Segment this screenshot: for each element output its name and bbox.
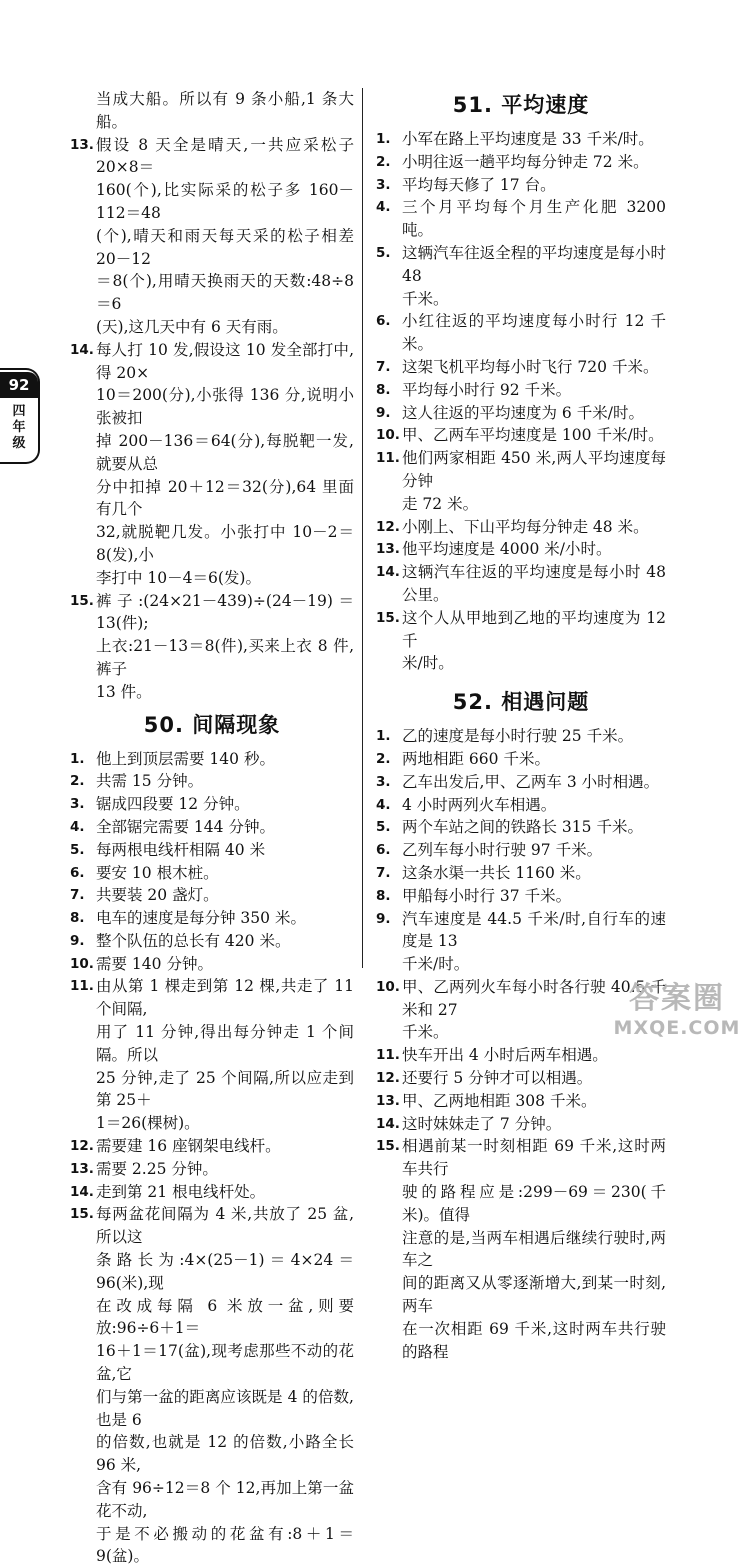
answer-text: 两地相距 660 千米。 (402, 749, 550, 768)
answer-item (70, 884, 354, 907)
answer-item (70, 748, 354, 771)
answer-number: 10. (376, 978, 400, 995)
answer-item (376, 242, 666, 288)
answer-text-continued: 的倍数,也就是 12 的倍数,小路全长 96 米, (96, 1433, 354, 1475)
answer-number: 13. (376, 1092, 400, 1109)
column-divider (362, 88, 363, 968)
answer-number: 15. (376, 1138, 400, 1155)
answer-text-continued: ＝8(个),用晴天换雨天的天数:48÷8＝6 (96, 272, 354, 314)
answer-item (376, 885, 666, 908)
answer-text: 甲、乙两地相距 308 千米。 (402, 1091, 597, 1110)
answer-item (376, 816, 666, 839)
answer-text-continued: 160(个),比实际采的松子多 160－ 112＝48 (96, 181, 354, 222)
answer-number: 14. (376, 1115, 400, 1132)
section-title-50: 50. 间隔现象 (143, 712, 281, 737)
answer-text-continued: 千米。 (402, 1023, 449, 1042)
answer-item (70, 816, 354, 839)
answer-text: 裤子:(24×21－439)÷(24－19)＝13(件); (96, 591, 354, 633)
answer-number: 3. (70, 796, 85, 813)
answer-text: 小军在路上平均速度是 33 千米/时。 (402, 130, 654, 148)
answer-text-continued: 千米。 (402, 289, 449, 308)
answer-number: 10. (376, 427, 400, 444)
answer-text-continued: 1＝26(棵树)。 (96, 1114, 200, 1133)
answer-item (376, 538, 666, 561)
answer-item (376, 862, 666, 885)
answer-number: 9. (70, 932, 85, 949)
answer-item (70, 839, 354, 862)
answer-text: 这个人从甲地到乙地的平均速度为 12 千 (402, 608, 666, 650)
answer-text: 锯成四段要 12 分钟。 (96, 795, 250, 814)
watermark-top-text: 答案圈 (629, 981, 725, 1016)
answer-number: 7. (376, 864, 391, 881)
answer-number: 12. (376, 518, 400, 535)
answer-text: 要安 10 根木桩。 (96, 863, 219, 882)
left-column (70, 88, 354, 1568)
answer-item (70, 953, 354, 976)
answer-number: 6. (376, 313, 391, 330)
answer-text: 假设 8 天全是晴天,一共应采松子 20×8＝ (96, 135, 354, 177)
answer-text-continued: 上衣:21－13＝8(件),买来上衣 8 件,裤子 (96, 637, 354, 678)
answer-text-continued: 掉 200－136＝64(分),每脱靶一发,就要从总 (96, 431, 354, 473)
answer-number: 4. (376, 199, 391, 216)
answer-item (376, 561, 666, 607)
answer-number: 2. (376, 750, 391, 767)
answer-number: 12. (376, 1070, 400, 1087)
answer-item (376, 1113, 666, 1136)
answer-text: 乙列车每小时行驶 97 千米。 (402, 841, 603, 860)
answer-number: 14. (70, 341, 94, 358)
answer-number: 13. (70, 136, 94, 153)
answer-item (70, 930, 354, 953)
answer-text-continued: 32,就脱靶几发。小张打中 10－2＝8(发),小 (96, 523, 354, 564)
answer-item (376, 310, 666, 356)
answer-text-continued: (个),晴天和雨天每天采的松子相差 20－12 (96, 226, 354, 268)
answer-number: 4. (70, 818, 85, 835)
answer-item (376, 402, 666, 425)
answer-text: 这条水渠一共长 1160 米。 (402, 863, 591, 882)
answer-text: 平均每小时行 92 千米。 (402, 380, 572, 399)
answer-number: 15. (70, 1206, 94, 1223)
answer-number: 4. (376, 796, 391, 813)
answer-number: 5. (376, 244, 391, 261)
answer-text-continued: 条路长为:4×(25－1)＝4×24＝96(米),现 (96, 1251, 354, 1292)
answer-text-continued: 于是不必搬动的花盆有:8＋1＝9(盆)。 (96, 1524, 354, 1566)
answer-text: 每两盆花间隔为 4 米,共放了 25 盆,所以这 (96, 1205, 354, 1247)
answer-number: 15. (376, 609, 400, 626)
answer-item (376, 424, 666, 447)
answer-item (70, 793, 354, 816)
answer-text: 需要 2.25 分钟。 (96, 1159, 218, 1178)
answer-item (376, 908, 666, 954)
answer-number: 9. (376, 404, 391, 421)
section-50-answer-list (70, 748, 354, 1568)
answer-text: 相遇前某一时刻相距 69 千米,这时两车共行 (402, 1137, 666, 1179)
answer-text-continued: 含有 96÷12＝8 个 12,再加上第一盆花不动, (96, 1479, 354, 1520)
answer-number: 6. (376, 842, 391, 859)
answer-item (70, 1181, 354, 1204)
answer-text: 每人打 10 发,假设这 10 发全部打中,得 20× (96, 340, 354, 382)
answer-text: 小红往返的平均速度每小时行 12 千米。 (402, 312, 666, 354)
answer-number: 5. (70, 841, 85, 858)
answer-text-continued: 注意的是,当两车相遇后继续行驶时,两车之 (402, 1228, 666, 1270)
answer-text: 三个月平均每个月生产化肥 3200 吨。 (402, 198, 666, 240)
answer-text-continued: 13 件。 (96, 682, 152, 701)
answer-number: 11. (376, 450, 400, 467)
section-51-answer-list (376, 128, 666, 675)
answer-text: 小刚上、下山平均每分钟走 48 米。 (402, 517, 649, 536)
answer-item (70, 134, 354, 180)
answer-number: 1. (376, 131, 391, 147)
answer-text: 快车开出 4 小时后两车相遇。 (402, 1046, 608, 1065)
answer-item (70, 1203, 354, 1249)
answer-text: 他平均速度是 4000 米/小时。 (402, 540, 612, 559)
answer-item (376, 174, 666, 197)
answer-item (376, 379, 666, 402)
answer-item (70, 1158, 354, 1181)
answer-text-continued: 走 72 米。 (402, 494, 479, 513)
section-title-52: 52. 相遇问题 (452, 690, 590, 715)
answer-number: 1. (70, 750, 85, 767)
answer-text: 甲船每小时行 37 千米。 (402, 886, 572, 905)
section-49-tail-list (70, 134, 354, 704)
answer-number: 3. (376, 176, 391, 193)
answer-text: 甲、乙两列火车每小时各行驶 40.5 千米和 27 (402, 977, 666, 1019)
answer-number: 14. (376, 564, 400, 581)
answer-item (70, 1135, 354, 1158)
section-title-51: 51. 平均速度 (452, 93, 590, 117)
answer-text: 整个队伍的总长有 420 米。 (96, 931, 291, 950)
answer-text-continued: 用了 11 分钟,得出每分钟走 1 个间隔。所以 (96, 1023, 354, 1064)
answer-text: 4 小时两列火车相遇。 (402, 795, 557, 814)
answer-number: 7. (376, 358, 391, 375)
answer-number: 12. (70, 1138, 94, 1155)
answer-item (70, 907, 354, 930)
answer-number: 6. (70, 864, 85, 881)
right-column (376, 88, 666, 1363)
answer-text: 还要行 5 分钟才可以相遇。 (402, 1069, 593, 1088)
answer-text: 甲、乙两车平均速度是 100 千米/时。 (402, 426, 664, 445)
answer-text: 需要 140 分钟。 (96, 954, 213, 973)
answer-text: 这辆汽车往返全程的平均速度是每小时 48 (402, 243, 666, 285)
answer-number: 8. (376, 887, 391, 904)
answer-item (376, 447, 666, 493)
page-number: 92 (0, 372, 38, 398)
answer-item (376, 725, 666, 748)
answer-text-continued: 16＋1＝17(盆),现考虑那些不动的花盆,它 (96, 1342, 354, 1384)
answer-text-continued: 25 分钟,走了 25 个间隔,所以应走到第 25＋ (96, 1068, 354, 1110)
answer-number: 10. (70, 955, 94, 972)
answer-item (70, 975, 354, 1021)
answer-number: 14. (70, 1183, 94, 1200)
answer-text: 乙的速度是每小时行驶 25 千米。 (402, 727, 634, 746)
answer-number: 13. (70, 1160, 94, 1177)
answer-text-continued: 李打中 10－4＝6(发)。 (96, 568, 261, 587)
answer-text: 由从第 1 棵走到第 12 棵,共走了 11 个间隔, (96, 977, 354, 1019)
page-side-tab (0, 368, 40, 464)
answer-number: 13. (376, 541, 400, 558)
answer-text: 全部锯完需要 144 分钟。 (96, 817, 275, 836)
answer-item (376, 1067, 666, 1090)
answer-text: 需要建 16 座钢架电线杆。 (96, 1137, 281, 1156)
answer-text-continued: 在一次相距 69 千米,这时两车共行驶的路程 (402, 1319, 666, 1361)
answer-text: 乙车出发后,甲、乙两车 3 小时相遇。 (402, 772, 660, 791)
answer-item (376, 1135, 666, 1181)
answer-text-continued: 千米/时。 (402, 955, 470, 974)
answer-number: 9. (376, 910, 391, 927)
answer-text-continued: 们与第一盆的距离应该既是 4 的倍数,也是 6 (96, 1387, 354, 1429)
answer-item (376, 748, 666, 771)
answer-text: 他上到顶层需要 140 秒。 (96, 749, 275, 768)
answer-number: 11. (376, 1047, 400, 1064)
answer-text: 两个车站之间的铁路长 315 千米。 (402, 818, 643, 837)
answer-text: 共需 15 分钟。 (96, 772, 204, 791)
answer-item (70, 590, 354, 636)
answer-text: 汽车速度是 44.5 千米/时,自行车的速度是 13 (402, 909, 666, 951)
answer-item (376, 128, 666, 151)
answer-item (376, 1090, 666, 1113)
answer-number: 7. (70, 887, 85, 904)
answer-item (376, 356, 666, 379)
answer-number: 15. (70, 592, 94, 609)
answer-text: 这辆汽车往返的平均速度是每小时 48 公里。 (402, 563, 666, 604)
answer-item (376, 516, 666, 539)
answer-text: 这时妹妹走了 7 分钟。 (402, 1114, 562, 1133)
answer-text: 这架飞机平均每小时飞行 720 千米。 (402, 357, 659, 376)
continued-text: 当成大船。所以有 9 条小船,1 条大船。 (96, 90, 354, 131)
answer-text: 电车的速度是每分钟 350 米。 (96, 909, 306, 928)
answer-text: 他们两家相距 450 米,两人平均速度每分钟 (402, 449, 666, 490)
answer-number: 8. (70, 910, 85, 927)
answer-text: 走到第 21 根电线杆处。 (96, 1182, 266, 1201)
answer-item (376, 839, 666, 862)
answer-item (376, 794, 666, 817)
answer-item (70, 862, 354, 885)
answer-item (376, 196, 666, 242)
answer-text: 每两根电线杆相隔 40 米 (96, 840, 266, 859)
answer-text: 这人往返的平均速度为 6 千米/时。 (402, 403, 644, 422)
answer-text-continued: (天),这几天中有 6 天有雨。 (96, 317, 288, 336)
answer-text-continued: 在改成每隔 6 米放一盆,则要放:96÷6＋1＝ (96, 1296, 354, 1338)
answer-item (376, 771, 666, 794)
grade-label: 四年级 (12, 404, 26, 451)
answer-text-continued: 10＝200(分),小张得 136 分,说明小张被扣 (96, 386, 354, 428)
answer-number: 2. (376, 153, 391, 170)
answer-item (70, 770, 354, 793)
answer-text: 共要装 20 盏灯。 (96, 886, 219, 905)
answer-item (376, 1044, 666, 1067)
answer-number: 2. (70, 773, 85, 790)
watermark-bottom-text: MXQE.COM (613, 1017, 741, 1039)
answer-number: 1. (376, 728, 391, 745)
answer-text: 小明往返一趟平均每分钟走 72 米。 (402, 152, 649, 171)
watermark-logo (612, 981, 742, 1045)
answer-text-continued: 驶的路程应是:299－69＝230(千米)。值得 (402, 1183, 666, 1224)
answer-number: 8. (376, 381, 391, 398)
answer-number: 11. (70, 978, 94, 995)
answer-number: 3. (376, 773, 391, 790)
answer-item (376, 607, 666, 653)
answer-item (70, 339, 354, 385)
answer-text-continued: 间的距离又从零逐渐增大,到某一时刻,两车 (402, 1274, 666, 1316)
answer-text-continued: 米/时。 (402, 654, 454, 673)
answer-text-continued: 分中扣掉 20＋12＝32(分),64 里面有几个 (96, 477, 354, 519)
answer-number: 5. (376, 819, 391, 836)
answer-item (376, 151, 666, 174)
answer-text: 平均每天修了 17 台。 (402, 175, 556, 194)
